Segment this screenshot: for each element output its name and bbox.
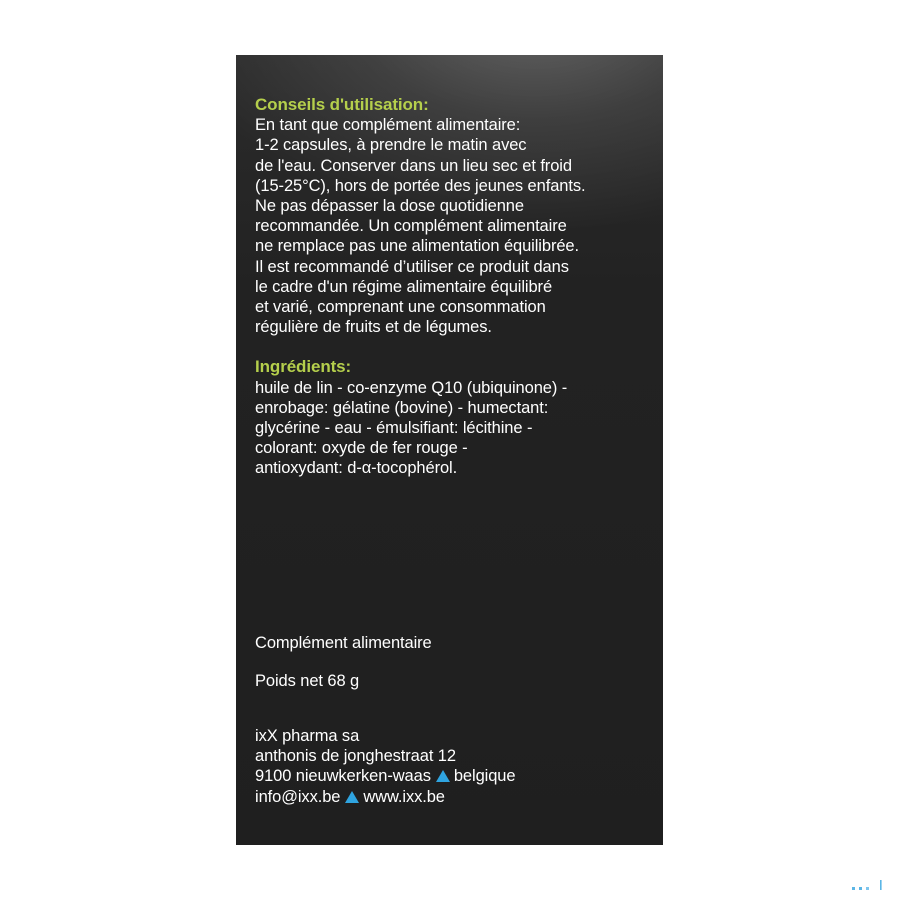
section-spacer [255, 337, 655, 357]
ingredients-line: huile de lin - co-enzyme Q10 (ubiquinone) - [255, 378, 568, 397]
company-email[interactable]: info@ixx.be [255, 787, 341, 806]
ingredients-heading: Ingrédients: [255, 357, 352, 377]
product-type-text: Complément alimentaire [255, 634, 432, 652]
company-country: belgique [453, 767, 516, 786]
ingredients-line: enrobage: gélatine (bovine) - humectant: [255, 398, 549, 417]
usage-line: le cadre d'un régime alimentaire équilibré [255, 277, 553, 296]
label-text-block [255, 95, 655, 479]
triangle-icon [345, 791, 359, 803]
company-contact-line [255, 787, 655, 807]
usage-line: recommandée. Un complément alimentaire [255, 217, 567, 236]
ingredients-line: glycérine - eau - émulsifiant: lécithine - [255, 419, 533, 438]
company-city-line [255, 766, 655, 786]
usage-line: Ne pas dépasser la dose quotidienne [255, 197, 524, 216]
triangle-icon [436, 770, 450, 782]
net-weight [255, 671, 655, 691]
usage-heading: Conseils d'utilisation: [255, 95, 429, 114]
corner-logo-icon [852, 878, 892, 892]
usage-line: régulière de fruits et de légumes. [255, 318, 492, 337]
ingredients-line: antioxydant: d-α-tocophérol. [255, 459, 458, 478]
usage-line: ne remplace pas une alimentation équilibrée. [255, 237, 579, 256]
ingredients-line: colorant: oxyde de fer rouge - [255, 439, 468, 458]
usage-line: et varié, comprenant une consommation [255, 298, 546, 317]
usage-line: Il est recommandé d’utiliser ce produit dans [255, 257, 569, 276]
usage-line: (15-25°C), hors de portée des jeunes enfants. [255, 176, 586, 195]
usage-line: 1-2 capsules, à prendre le matin avec [255, 136, 527, 155]
company-name: ixX pharma sa [255, 727, 360, 745]
company-city: 9100 nieuwkerken-waas [255, 767, 431, 786]
usage-line: de l'eau. Conserver dans un lieu sec et froid [255, 156, 572, 175]
product-type [255, 633, 655, 653]
company-address [255, 726, 655, 807]
net-weight-text: Poids net 68 g [255, 672, 360, 690]
usage-line: En tant que complément alimentaire: [255, 116, 521, 135]
company-website[interactable]: www.ixx.be [363, 787, 445, 806]
product-label-panel [236, 55, 663, 845]
company-street: anthonis de jonghestraat 12 [255, 747, 456, 766]
